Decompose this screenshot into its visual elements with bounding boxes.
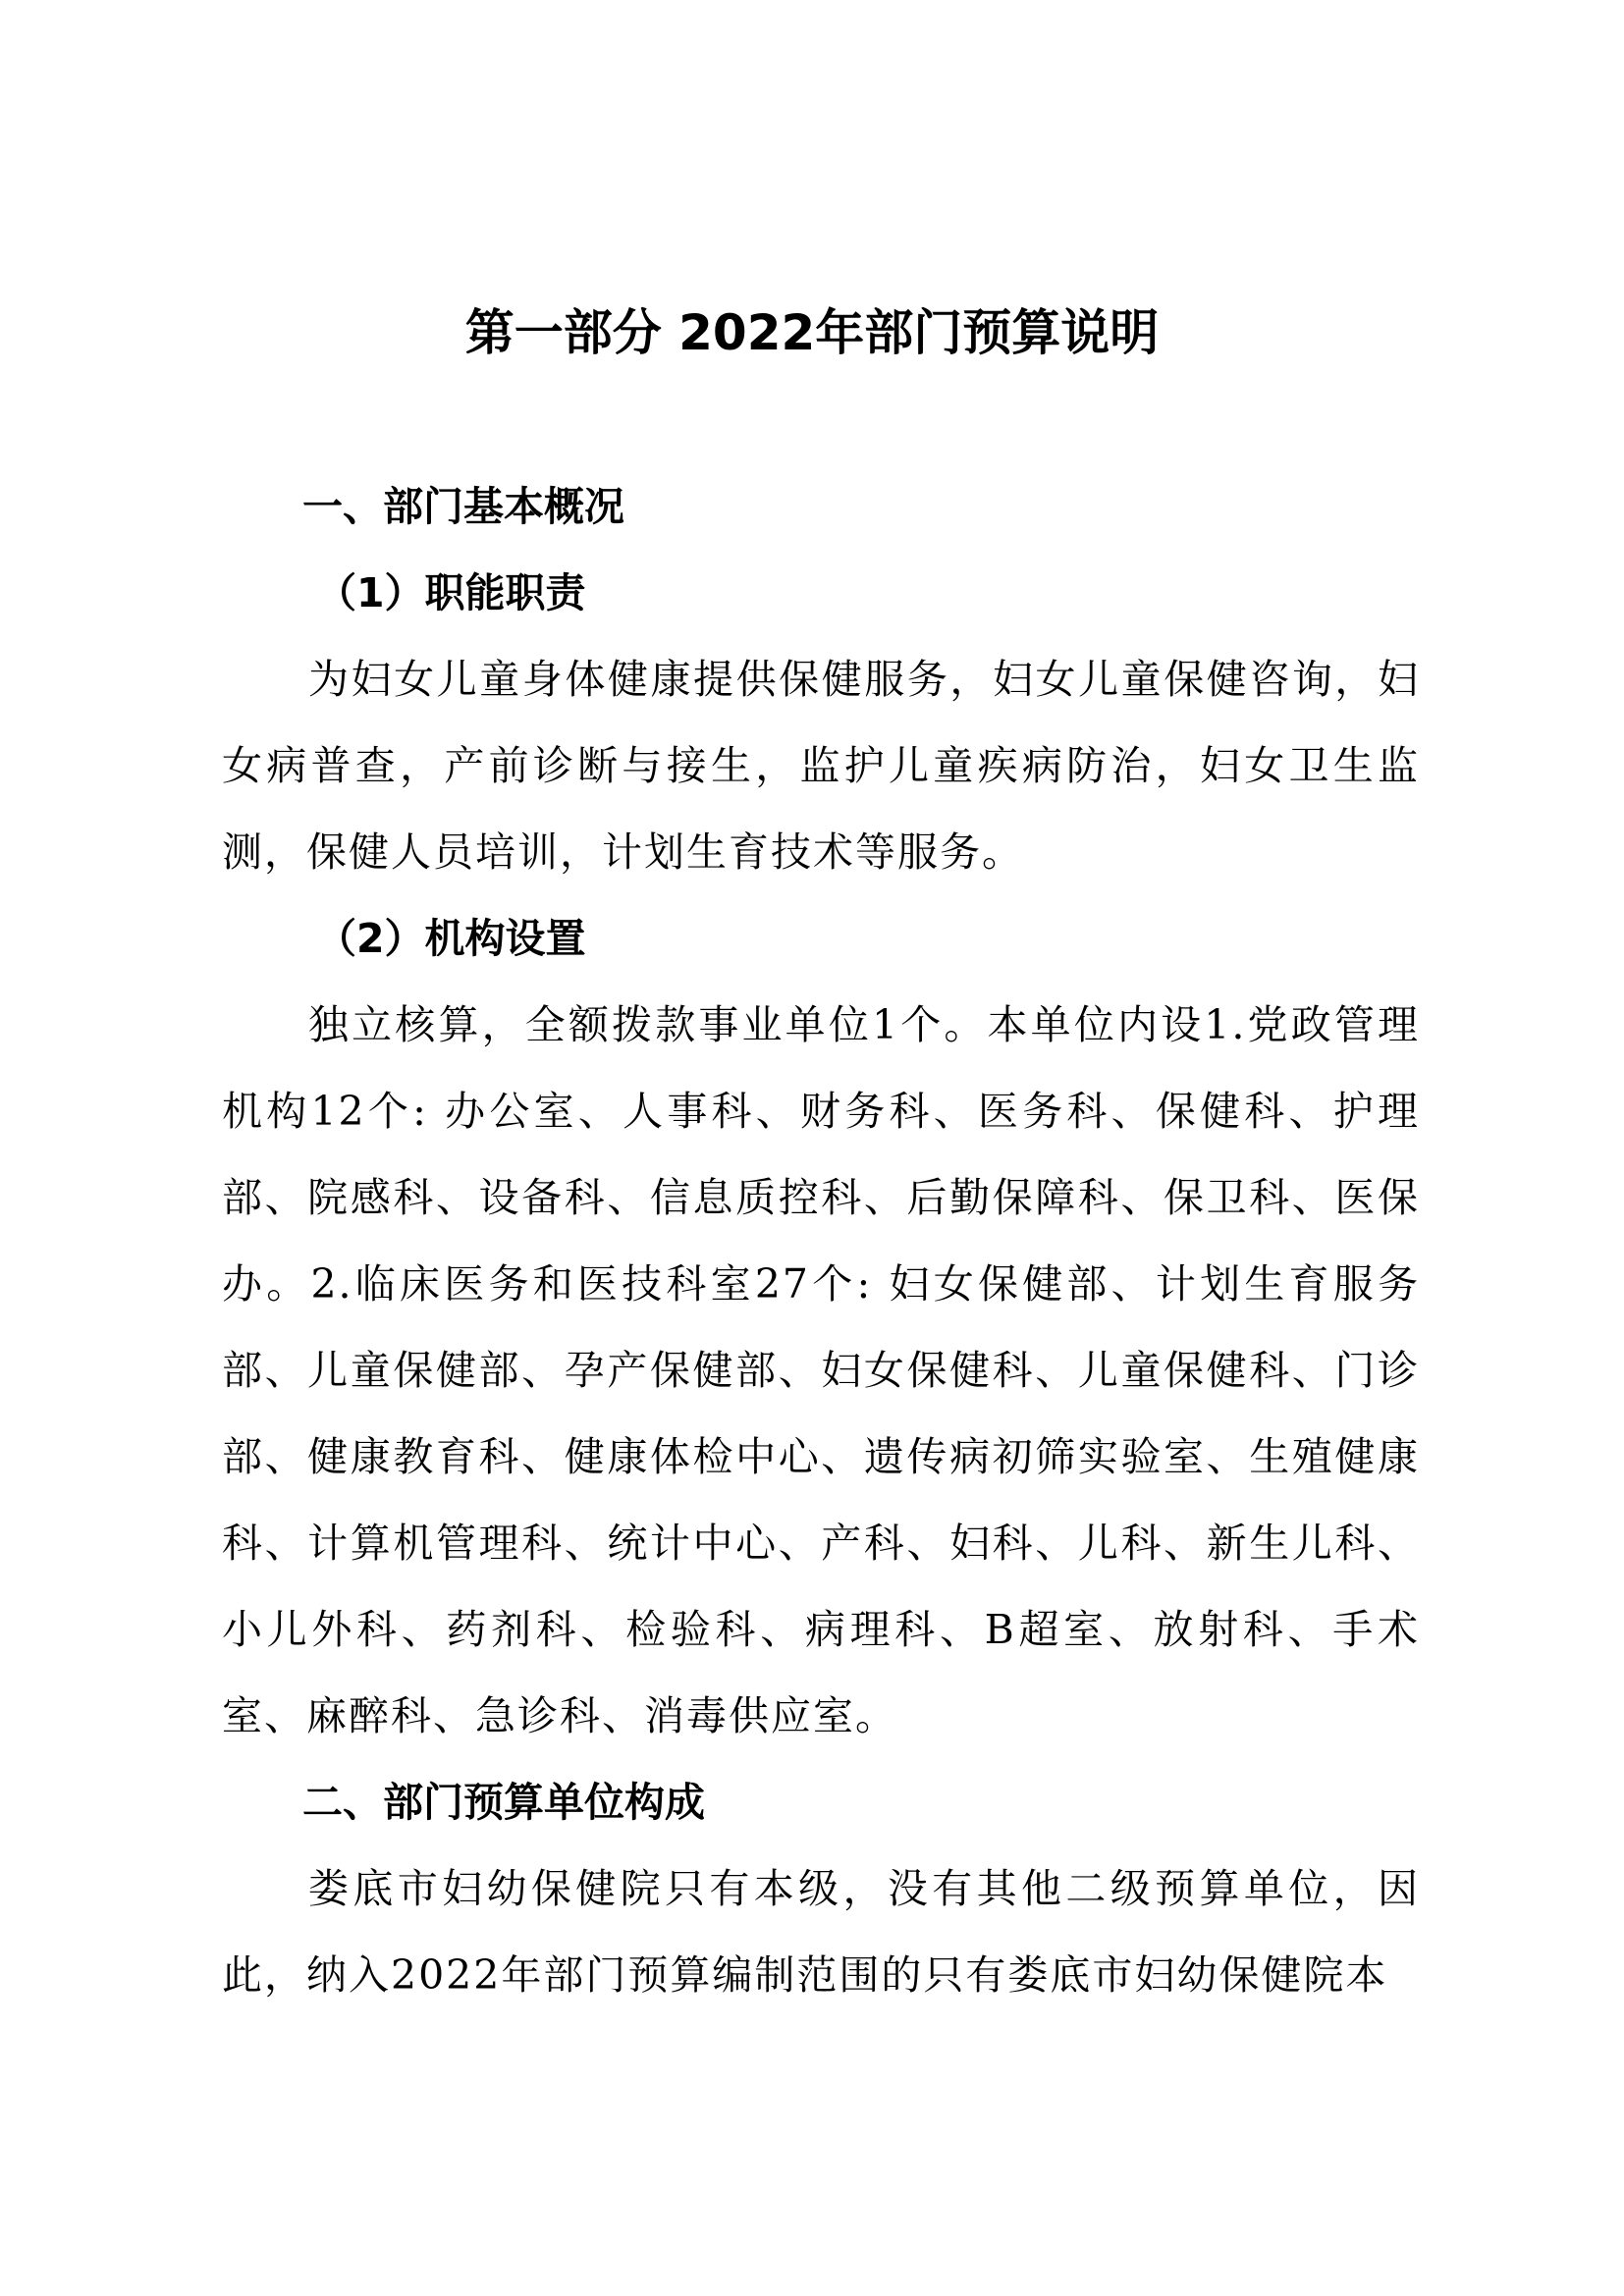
paragraph-organization: 独立核算，全额拨款事业单位1个。本单位内设1.党政管理机构12个: 办公室、人事科、财务科、医务科、保健科、护理部、院感科、设备科、信息质控科、后勤保障科、保卫科、医保办。2.临床医务和医技科室27个: 妇女保健部、计划生育服务部、儿童保健部、孕产保健部、妇女保健科、儿童保健科、门诊部、健康教育科、健康体检中心、遗传病初筛实验室、生殖健康科、计算机管理科、统计中心、产科、妇科、儿科、新生儿科、小儿外科、药剂科、检验科、病理科、B超室、放射科、手术室、麻醉科、急诊科、消毒供应室。 [222, 1001, 1420, 1739]
paragraph-functions: 为妇女儿童身体健康提供保健服务，妇女儿童保健咨询，妇女病普查，产前诊断与接生，监护儿童疾病防治，妇女卫生监测，保健人员培训，计划生育技术等服务。 [222, 656, 1420, 876]
section-heading-budget-units: 二、部门预算单位构成 [302, 1779, 705, 1826]
subheading-organization: （2）机构设置 [316, 915, 586, 962]
subheading-functions: （1）职能职责 [316, 569, 586, 616]
document-body [222, 463, 1420, 2018]
paragraph-budget-units: 娄底市妇幼保健院只有本级，没有其他二级预算单位，因此，纳入2022年部门预算编制范围的只有娄底市妇幼保健院本 [222, 1865, 1420, 1999]
section-heading-overview: 一、部门基本概况 [302, 483, 624, 530]
page-title: 第一部分 2022年部门预算说明 [464, 304, 1160, 361]
